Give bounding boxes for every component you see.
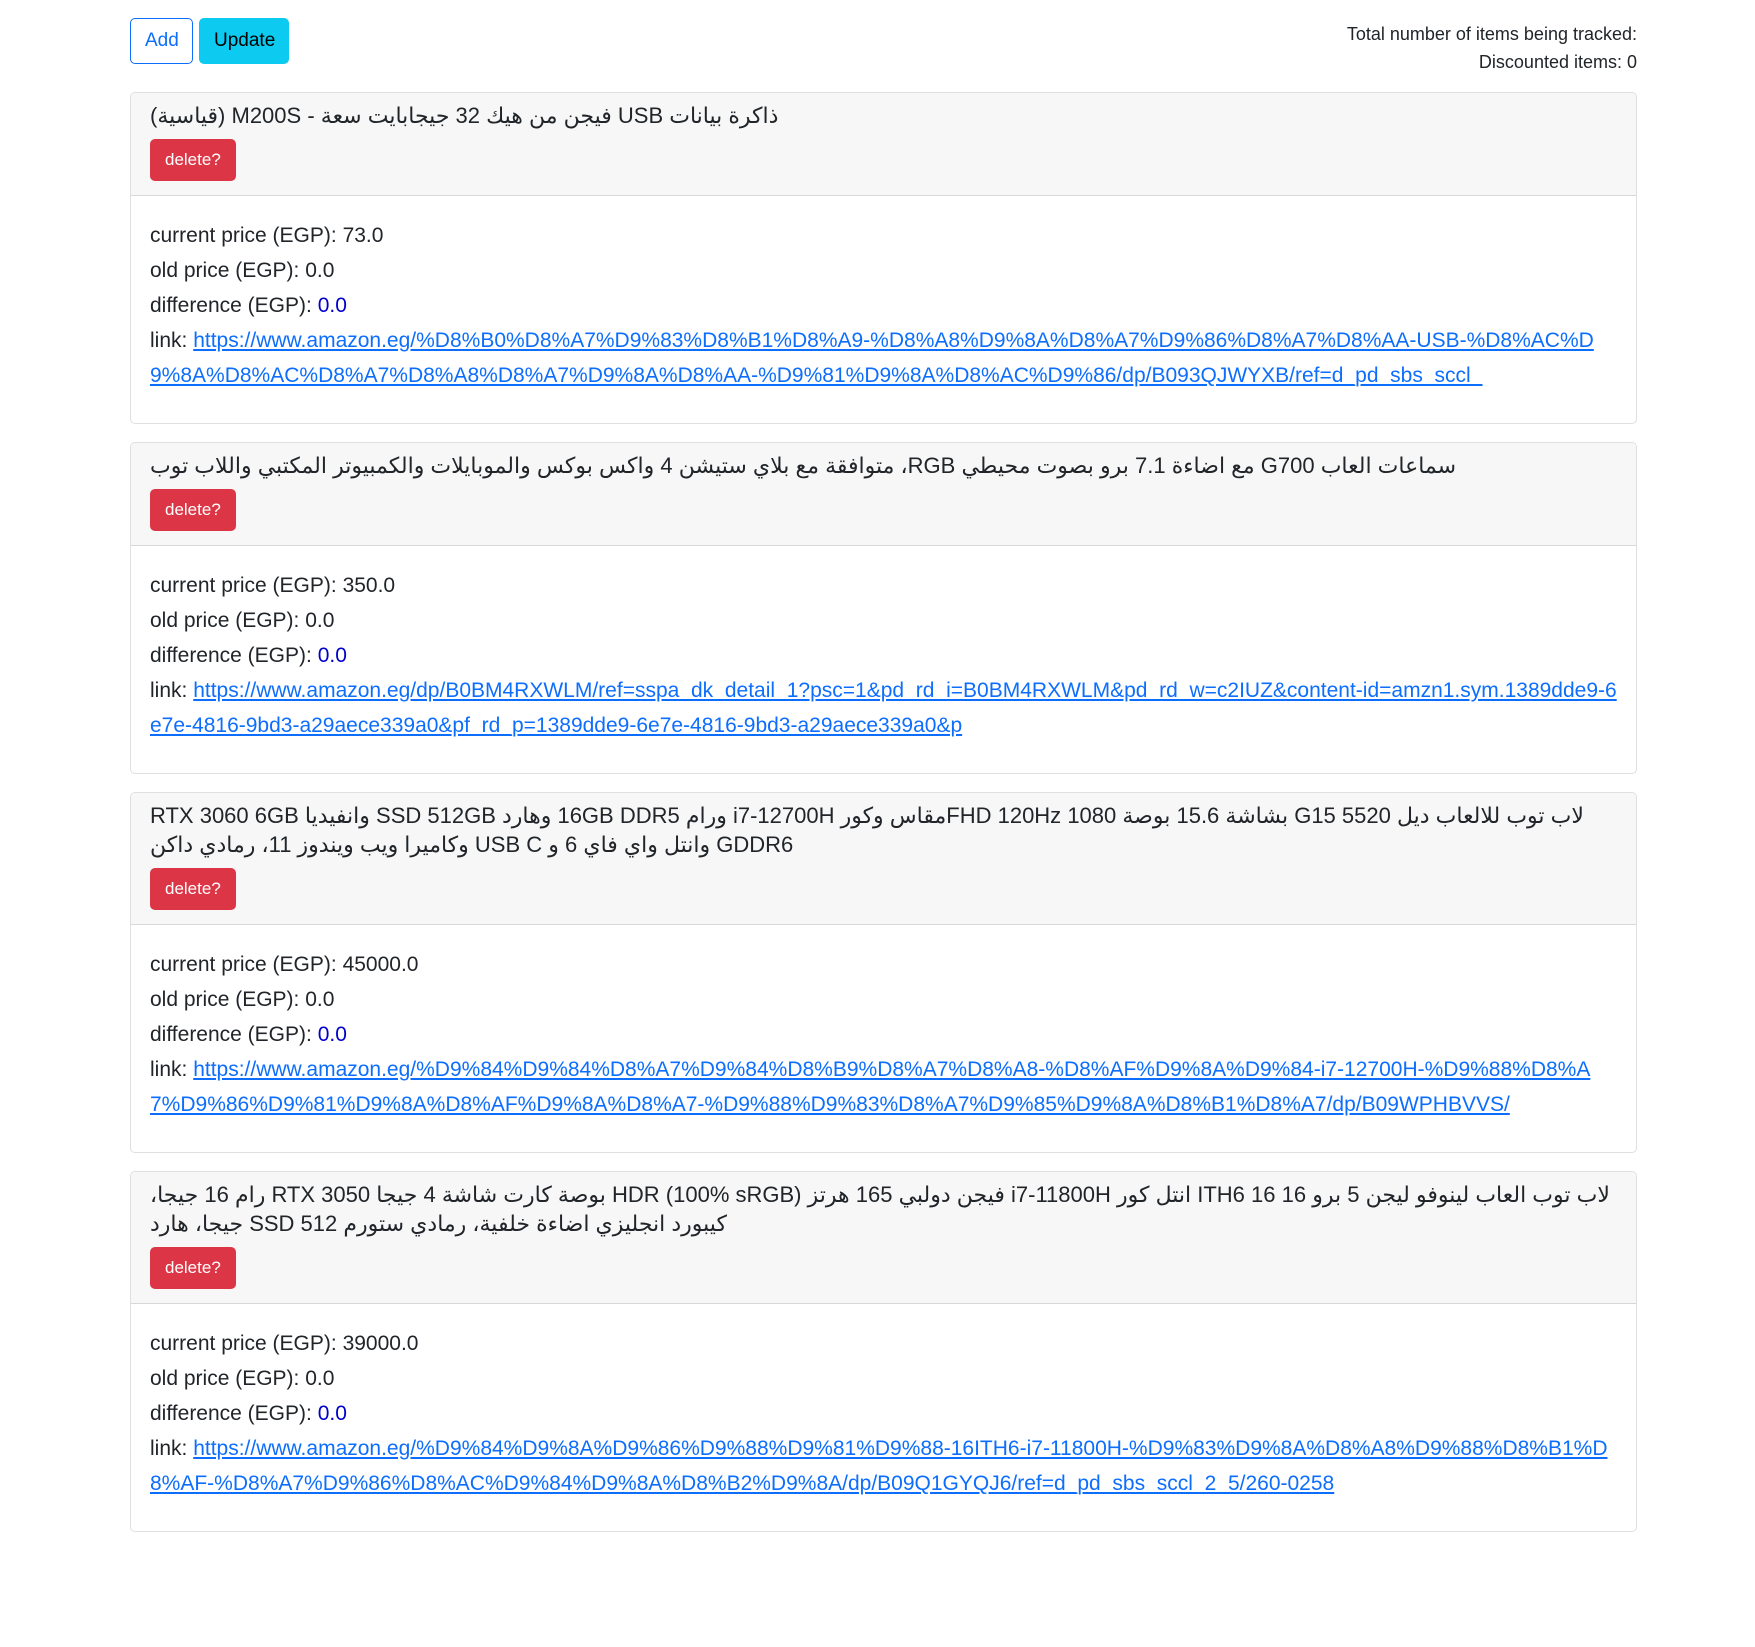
product-link[interactable]: https://www.amazon.eg/%D9%84%D9%84%D8%A7%D9%84%D8%B9%D8%A7%D8%A8-%D8%AF%D9%8A%D9%84-i7-12700H-%D9%88%D8%A7%D9%86%D9%81%D9%8A%D8%AF%D9%8A%D8%A7-%D9%88%D9%83%D8%A7%D9%85%D9%8A%D8%B1%D8%A7/dp/B09WPHBVVS/ bbox=[150, 1058, 1591, 1116]
delete-button[interactable]: delete? bbox=[150, 139, 236, 181]
delete-button[interactable]: delete? bbox=[150, 1247, 236, 1289]
item-card bbox=[130, 442, 1637, 774]
link-row bbox=[150, 1431, 1617, 1501]
item-card bbox=[130, 1171, 1637, 1532]
current-price-row bbox=[150, 947, 1617, 982]
current-price-label: current price (EGP): bbox=[150, 574, 343, 597]
current-price-value: 350.0 bbox=[342, 574, 396, 597]
difference-value: 0.0 bbox=[317, 294, 347, 317]
link-row bbox=[150, 1052, 1617, 1122]
product-link[interactable]: https://www.amazon.eg/%D8%B0%D8%A7%D9%83%D8%B1%D8%A9-%D8%A8%D9%8A%D8%A7%D9%86%D8%A7%D8%AA-USB-%D8%AC%D9%8A%D8%AC%D8%A7%D8%A8%D8%A7%D9%8A%D8%AA-%D9%81%D9%8A%D8%AC%D9%86/dp/B093QJWYXB/ref=d_pd_sbs_sccl_ bbox=[150, 329, 1594, 387]
item-card-header bbox=[131, 93, 1636, 196]
item-card-body bbox=[131, 546, 1636, 773]
old-price-value: 0.0 bbox=[305, 609, 335, 632]
item-card-body bbox=[131, 196, 1636, 423]
current-price-value: 39000.0 bbox=[342, 1332, 419, 1355]
old-price-value: 0.0 bbox=[305, 1367, 335, 1390]
old-price-row bbox=[150, 603, 1617, 638]
current-price-row bbox=[150, 568, 1617, 603]
old-price-row bbox=[150, 982, 1617, 1017]
item-card-header bbox=[131, 443, 1636, 546]
old-price-label: old price (EGP): bbox=[150, 988, 306, 1011]
toolbar bbox=[130, 18, 289, 64]
add-button[interactable]: Add bbox=[130, 18, 193, 64]
difference-row bbox=[150, 1396, 1617, 1431]
difference-value: 0.0 bbox=[317, 1023, 347, 1046]
difference-label: difference (EGP): bbox=[150, 1023, 318, 1046]
difference-value: 0.0 bbox=[317, 1402, 347, 1425]
link-row bbox=[150, 673, 1617, 743]
link-row bbox=[150, 323, 1617, 393]
old-price-label: old price (EGP): bbox=[150, 609, 306, 632]
difference-label: difference (EGP): bbox=[150, 644, 318, 667]
item-title: ذاكرة بيانات USB فيجن من هيك 32 جيجابايت سعة - M200S (قياسية) bbox=[150, 103, 779, 128]
old-price-value: 0.0 bbox=[305, 259, 335, 282]
difference-row bbox=[150, 1017, 1617, 1052]
difference-row bbox=[150, 638, 1617, 673]
current-price-label: current price (EGP): bbox=[150, 1332, 343, 1355]
old-price-value: 0.0 bbox=[305, 988, 335, 1011]
current-price-value: 73.0 bbox=[342, 224, 384, 247]
item-card bbox=[130, 92, 1637, 424]
delete-button[interactable]: delete? bbox=[150, 489, 236, 531]
link-label: link: bbox=[150, 679, 194, 702]
current-price-label: current price (EGP): bbox=[150, 953, 343, 976]
current-price-row bbox=[150, 218, 1617, 253]
link-label: link: bbox=[150, 1058, 194, 1081]
old-price-label: old price (EGP): bbox=[150, 1367, 306, 1390]
item-title: لاب توب للالعاب ديل G15 5520 بشاشة 15.6 بوصة 1080 FHD 120Hzمقاس وكور i7-12700H ورام 16GB DDR5 وهارد SSD 512GB وانفيديا RTX 3060 6GB GDDR6 وانتل واي فاي 6 و USB C وكاميرا ويب ويندوز 11، رمادي داكن bbox=[150, 803, 1584, 857]
item-title: سماعات العاب G700 مع اضاءة 7.1 برو بصوت محيطي RGB، متوافقة مع بلاي ستيشن 4 واكس بوكس والموبايلات والكمبيوتر المكتبي واللاب توب bbox=[150, 453, 1457, 478]
item-title: لاب توب العاب لينوفو ليجن 5 برو 16 ITH6 16 انتل كور i7-11800H فيجن دولبي 165 هرتز HDR (100% sRGB) بوصة كارت شاشة 4 جيجا RTX 3050 رام 16 جيجا، كيبورد انجليزي اضاءة خلفية، رمادي ستورم SSD 512 جيجا، هارد bbox=[150, 1182, 1610, 1236]
current-price-label: current price (EGP): bbox=[150, 224, 343, 247]
current-price-row bbox=[150, 1326, 1617, 1361]
item-list bbox=[130, 92, 1637, 1550]
difference-value: 0.0 bbox=[317, 644, 347, 667]
tracking-stats bbox=[1347, 20, 1637, 76]
link-label: link: bbox=[150, 329, 194, 352]
update-button[interactable]: Update bbox=[199, 18, 289, 64]
old-price-row bbox=[150, 253, 1617, 288]
difference-label: difference (EGP): bbox=[150, 1402, 318, 1425]
product-link[interactable]: https://www.amazon.eg/%D9%84%D9%8A%D9%86%D9%88%D9%81%D9%88-16ITH6-i7-11800H-%D9%83%D9%8A%D8%A8%D9%88%D8%B1%D8%AF-%D8%A7%D9%86%D8%AC%D9%84%D9%8A%D8%B2%D9%8A/dp/B09Q1GYQJ6/ref=d_pd_sbs_sccl_2_5/260-0258 bbox=[150, 1437, 1608, 1495]
item-card-header bbox=[131, 793, 1636, 925]
current-price-value: 45000.0 bbox=[342, 953, 419, 976]
item-card-body bbox=[131, 925, 1636, 1152]
difference-label: difference (EGP): bbox=[150, 294, 318, 317]
discounted-items-label: Discounted items: 0 bbox=[1478, 52, 1637, 72]
link-label: link: bbox=[150, 1437, 194, 1460]
delete-button[interactable]: delete? bbox=[150, 868, 236, 910]
product-link[interactable]: https://www.amazon.eg/dp/B0BM4RXWLM/ref=sspa_dk_detail_1?psc=1&pd_rd_i=B0BM4RXWLM&pd_rd_w=c2IUZ&content-id=amzn1.sym.1389dde9-6e7e-4816-9bd3-a29aece339a0&pf_rd_p=1389dde9-6e7e-4816-9bd3-a29aece339a0&p bbox=[150, 679, 1617, 737]
total-items-label: Total number of items being tracked: bbox=[1346, 24, 1637, 44]
item-card-header bbox=[131, 1172, 1636, 1304]
item-card bbox=[130, 792, 1637, 1153]
item-card-body bbox=[131, 1304, 1636, 1531]
difference-row bbox=[150, 288, 1617, 323]
old-price-row bbox=[150, 1361, 1617, 1396]
old-price-label: old price (EGP): bbox=[150, 259, 306, 282]
